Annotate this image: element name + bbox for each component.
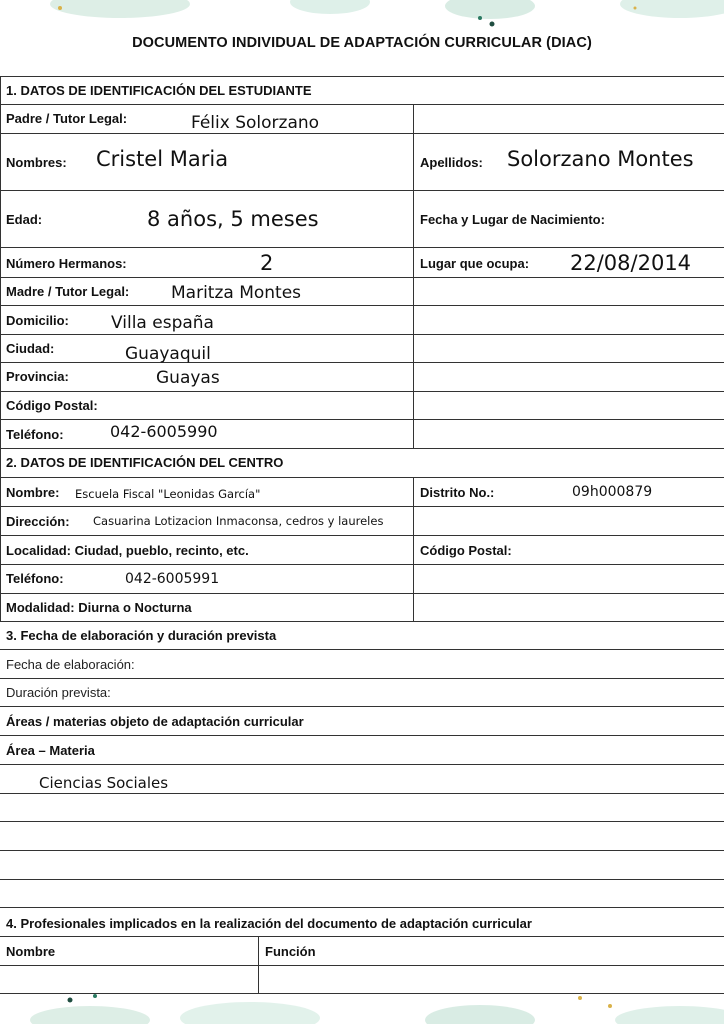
row-divider xyxy=(0,678,724,679)
modalidad-label: Modalidad: Diurna o Nocturna xyxy=(6,600,192,615)
section-3-heading: 3. Fecha de elaboración y duración prevista xyxy=(6,628,277,643)
area-materia-label: Área – Materia xyxy=(6,743,95,758)
row-divider xyxy=(0,448,724,449)
row-divider xyxy=(0,907,724,908)
row-divider xyxy=(0,419,724,420)
direccion-value: Casuarina Lotizacion Inmaconsa, cedros y laureles xyxy=(93,514,384,528)
column-divider xyxy=(413,104,414,448)
localidad-label: Localidad: Ciudad, pueblo, recinto, etc. xyxy=(6,543,249,558)
area-value: Ciencias Sociales xyxy=(39,774,169,792)
hermanos-label: Número Hermanos: xyxy=(6,256,127,271)
row-divider xyxy=(0,535,724,536)
centro-nombre-label: Nombre: xyxy=(6,485,60,500)
lugar-value: 22/08/2014 xyxy=(570,251,692,275)
row-divider xyxy=(0,850,724,851)
document-title: DOCUMENTO INDIVIDUAL DE ADAPTACIÓN CURRICULAR (DIAC) xyxy=(132,35,592,51)
centro-nombre-value: Escuela Fiscal "Leonidas García" xyxy=(75,487,261,501)
madre-value: Maritza Montes xyxy=(171,283,302,303)
nombres-label: Nombres: xyxy=(6,155,67,170)
telefono-label: Teléfono: xyxy=(6,427,64,442)
row-divider xyxy=(0,936,724,937)
apellidos-label: Apellidos: xyxy=(420,155,483,170)
row-divider xyxy=(0,621,724,622)
section-1-heading: 1. DATOS DE IDENTIFICACIÓN DEL ESTUDIANTE xyxy=(6,83,312,98)
row-divider xyxy=(0,793,724,794)
distrito-value: 09h000879 xyxy=(572,484,653,500)
centro-telefono-label: Teléfono: xyxy=(6,571,64,586)
profesional-nombre-label: Nombre xyxy=(6,944,56,959)
padre-value: Félix Solorzano xyxy=(191,113,320,133)
direccion-label: Dirección: xyxy=(6,514,70,529)
edad-value: 8 años, 5 meses xyxy=(147,207,319,231)
telefono-value: 042-6005990 xyxy=(110,422,218,441)
row-divider xyxy=(0,305,724,306)
row-divider xyxy=(0,593,724,594)
profesional-funcion-label: Función xyxy=(265,944,316,959)
decorative-watercolor-header xyxy=(0,0,724,40)
hermanos-value: 2 xyxy=(260,251,274,275)
ciudad-label: Ciudad: xyxy=(6,341,55,356)
row-divider xyxy=(0,133,724,134)
row-divider xyxy=(0,104,724,105)
row-divider xyxy=(0,821,724,822)
fecha-elaboracion-label: Fecha de elaboración: xyxy=(6,657,135,672)
madre-label: Madre / Tutor Legal: xyxy=(6,284,130,299)
areas-heading: Áreas / materias objeto de adaptación curricular xyxy=(6,714,304,729)
row-divider xyxy=(0,965,724,966)
row-divider xyxy=(0,391,724,392)
duracion-label: Duración prevista: xyxy=(6,685,111,700)
row-divider xyxy=(0,735,724,736)
domicilio-value: Villa españa xyxy=(111,313,214,333)
lugar-label: Lugar que ocupa: xyxy=(420,256,530,271)
row-divider xyxy=(0,764,724,765)
row-divider xyxy=(0,190,724,191)
section-4-heading: 4. Profesionales implicados en la realización del documento de adaptación curricular xyxy=(6,916,532,931)
codigo-postal-label: Código Postal: xyxy=(6,398,98,413)
edad-label: Edad: xyxy=(6,212,43,227)
nombres-value: Cristel Maria xyxy=(96,147,229,171)
padre-label: Padre / Tutor Legal: xyxy=(6,111,128,126)
provincia-label: Provincia: xyxy=(6,369,69,384)
row-divider xyxy=(0,506,724,507)
row-divider xyxy=(0,362,724,363)
row-divider xyxy=(0,879,724,880)
section-2-heading: 2. DATOS DE IDENTIFICACIÓN DEL CENTRO xyxy=(6,455,284,470)
centro-telefono-value: 042-6005991 xyxy=(125,571,220,587)
row-divider xyxy=(0,477,724,478)
fecha-lugar-label: Fecha y Lugar de Nacimiento: xyxy=(420,212,605,227)
row-divider xyxy=(0,706,724,707)
distrito-label: Distrito No.: xyxy=(420,485,495,500)
apellidos-value: Solorzano Montes xyxy=(507,147,694,171)
centro-codigo-postal-label: Código Postal: xyxy=(420,543,512,558)
row-divider xyxy=(0,649,724,650)
provincia-value: Guayas xyxy=(156,368,220,388)
row-divider xyxy=(0,993,724,994)
domicilio-label: Domicilio: xyxy=(6,313,69,328)
ciudad-value: Guayaquil xyxy=(125,344,211,364)
column-divider xyxy=(413,477,414,621)
column-divider xyxy=(258,936,259,993)
row-divider xyxy=(0,277,724,278)
row-divider xyxy=(0,334,724,335)
row-divider xyxy=(0,76,724,77)
left-border xyxy=(0,76,1,621)
row-divider xyxy=(0,247,724,248)
decorative-watercolor-footer xyxy=(0,984,724,1024)
row-divider xyxy=(0,564,724,565)
